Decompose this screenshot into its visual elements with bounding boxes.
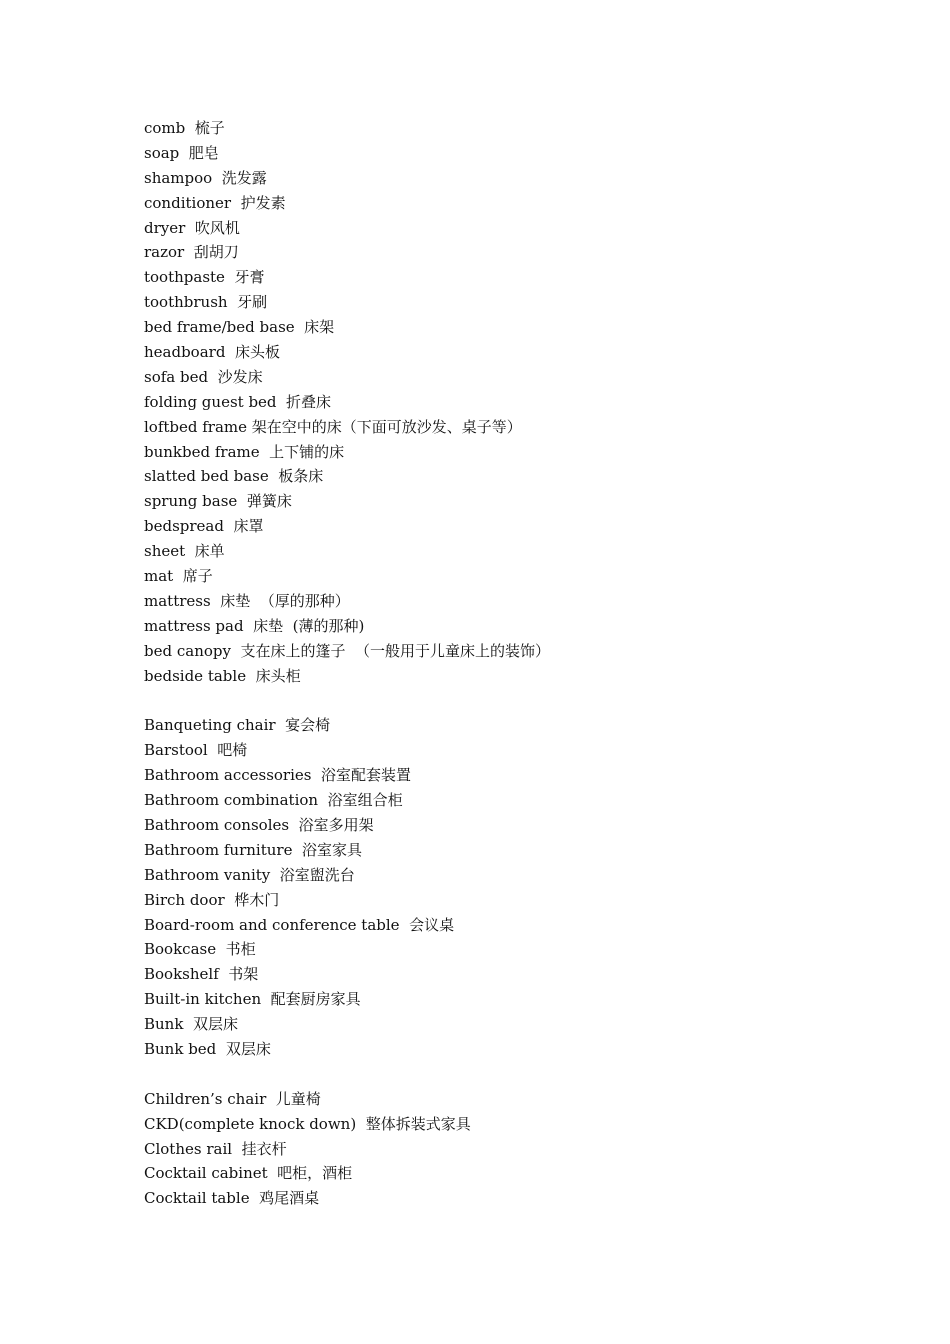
list-item: conditioner 护发素	[144, 193, 286, 212]
section-spacer	[144, 688, 904, 713]
list-item: Birch door 桦木门	[144, 890, 280, 909]
list-item: loftbed frame 架在空中的床（下面可放沙发、桌子等）	[144, 417, 522, 436]
list-item: sheet 床单	[144, 542, 225, 561]
list-item: bedside table 床头柜	[144, 666, 301, 685]
list-item: Bathroom furniture 浴室家具	[144, 840, 362, 859]
list-item: Bathroom consoles 浴室多用架	[144, 815, 374, 834]
list-item: Board-room and conference table 会议桌	[144, 915, 455, 934]
list-item: toothpaste 牙膏	[144, 268, 265, 287]
list-item: mattress 床垫 （厚的那种）	[144, 591, 350, 610]
list-item: Built-in kitchen 配套厨房家具	[144, 990, 361, 1009]
vocabulary-list	[144, 116, 904, 1211]
list-item: bed frame/bed base 床架	[144, 318, 335, 337]
list-item: Children’s chair 儿童椅	[144, 1089, 321, 1108]
list-item: Bunk 双层床	[144, 1015, 238, 1034]
list-item: bed canopy 支在床上的篷子 （一般用于儿童床上的装饰）	[144, 641, 551, 660]
list-item: sprung base 弹簧床	[144, 492, 292, 511]
list-item: bunkbed frame 上下铺的床	[144, 442, 345, 461]
list-item: Bookshelf 书架	[144, 965, 259, 984]
list-item: comb 梳子	[144, 119, 225, 137]
list-item: Bunk bed 双层床	[144, 1039, 271, 1058]
list-item: bedspread 床罩	[144, 517, 264, 536]
list-item: Bathroom accessories 浴室配套装置	[144, 766, 412, 785]
list-item: Cocktail cabinet 吧柜，酒柜	[144, 1164, 353, 1183]
section-toiletries-and-beds	[144, 116, 904, 688]
list-item: Clothes rail 挂衣杆	[144, 1139, 287, 1158]
list-item: headboard 床头板	[144, 343, 280, 362]
list-item: mattress pad 床垫 (薄的那种)	[144, 616, 365, 635]
list-item: Banqueting chair 宴会椅	[144, 716, 331, 735]
list-item: soap 肥皂	[144, 143, 219, 162]
list-item: Bathroom vanity 浴室盥洗台	[144, 865, 355, 884]
list-item: razor 刮胡刀	[144, 243, 239, 262]
list-item: Cocktail table 鸡尾酒桌	[144, 1189, 320, 1208]
section-spacer	[144, 1062, 904, 1087]
list-item: shampoo 洗发露	[144, 168, 267, 187]
list-item: dryer 吹风机	[144, 218, 240, 237]
list-item: Barstool 吧椅	[144, 741, 248, 760]
list-item: sofa bed 沙发床	[144, 367, 263, 386]
list-item: mat 席子	[144, 567, 213, 586]
list-item: Bathroom combination 浴室组合柜	[144, 791, 403, 810]
list-item: Bookcase 书柜	[144, 940, 256, 959]
list-item: toothbrush 牙刷	[144, 293, 268, 312]
list-item: slatted bed base 板条床	[144, 467, 324, 486]
list-item: folding guest bed 折叠床	[144, 392, 332, 411]
list-item: CKD(complete knock down) 整体拆装式家具	[144, 1114, 471, 1133]
section-furniture-b	[144, 713, 904, 1061]
section-furniture-c	[144, 1087, 904, 1211]
